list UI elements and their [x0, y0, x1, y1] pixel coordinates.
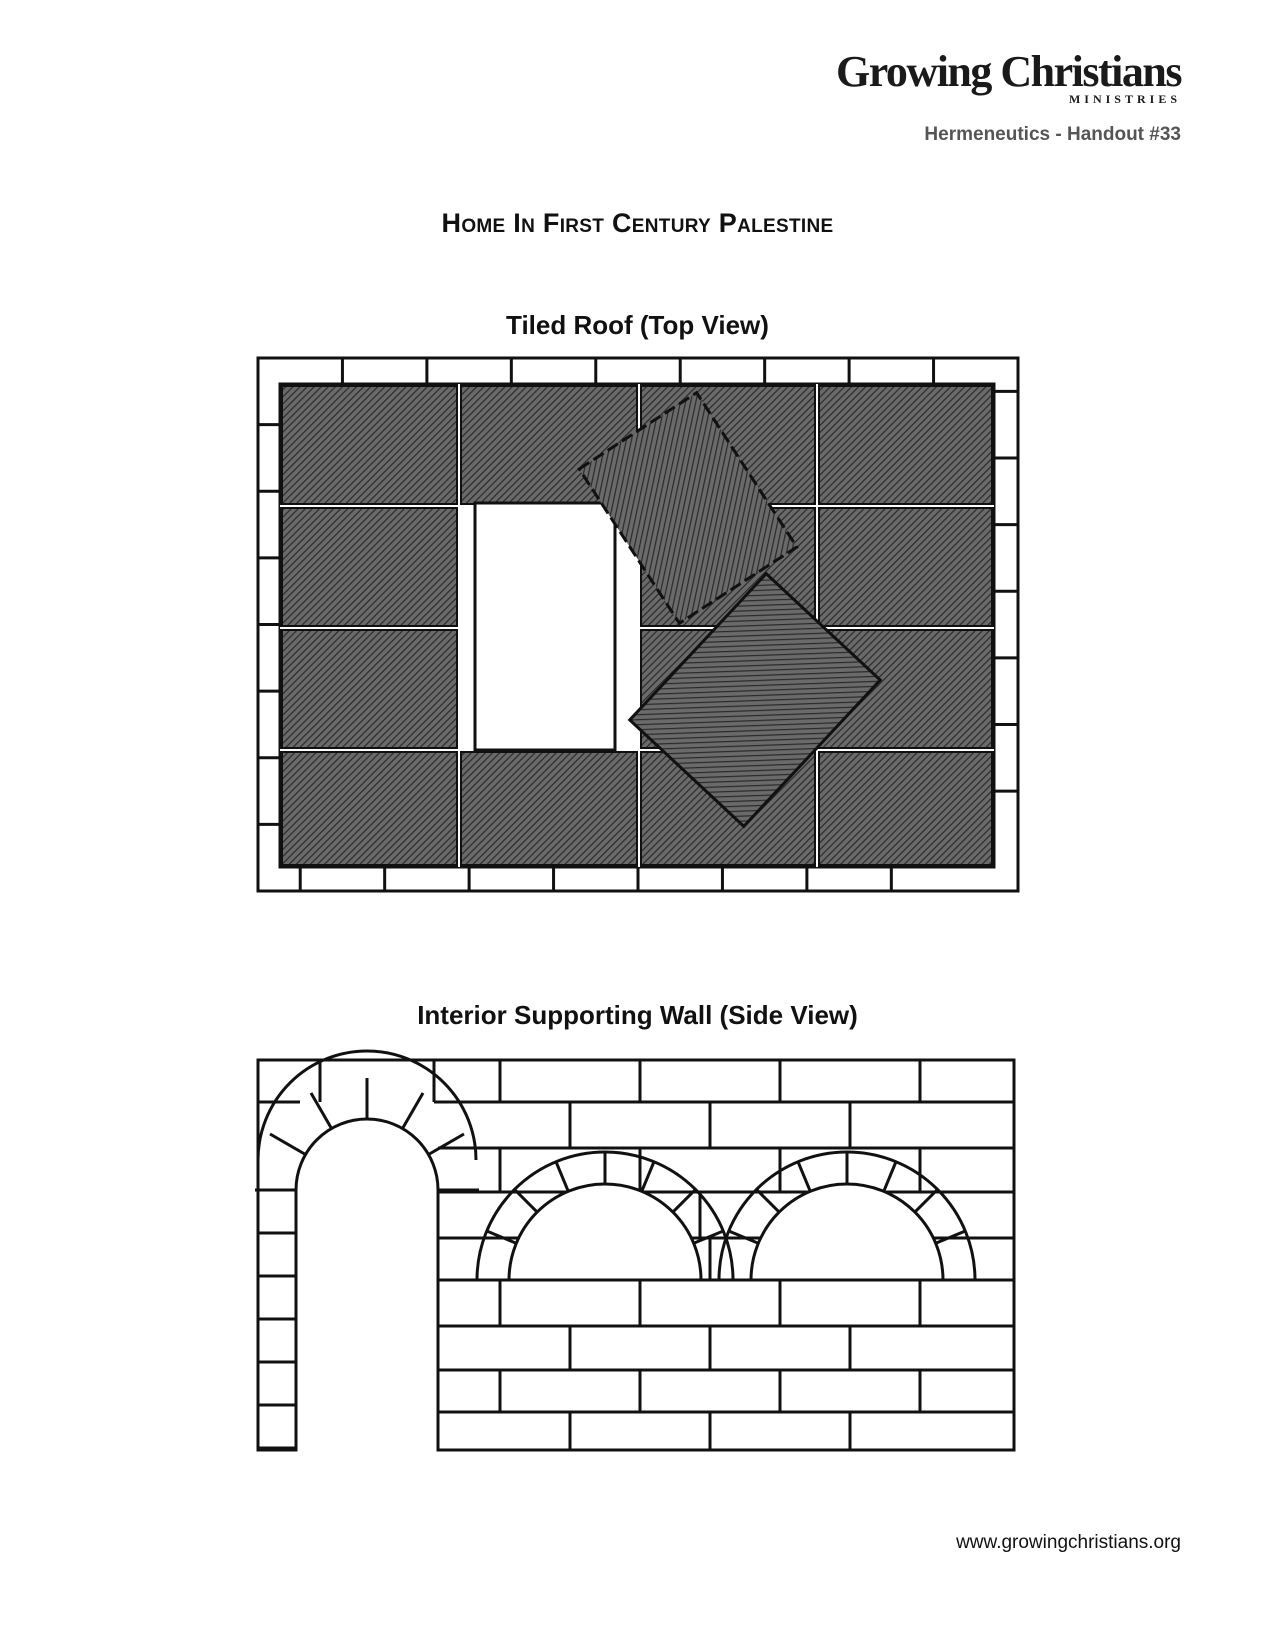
roof-tile: [819, 508, 992, 626]
arch-right-voussoir: [884, 1162, 896, 1192]
wall-title: Interior Supporting Wall (Side View): [417, 1000, 858, 1030]
footer-url: www.growingchristians.org: [956, 1532, 1181, 1553]
roof-tile: [282, 386, 457, 504]
arch-left-opening: [509, 1184, 701, 1280]
arch-left-voussoir: [642, 1162, 654, 1192]
logo-main-text: Growing Christians: [835, 47, 1181, 96]
wall-diagram: [255, 1051, 1014, 1450]
page-title: Home In First Century Palestine: [441, 208, 834, 238]
door-arch-voussoir: [428, 1134, 464, 1155]
roof-tile: [461, 752, 637, 865]
logo-sub-text: MINISTRIES: [1068, 92, 1181, 106]
door-arch-voussoir: [403, 1093, 424, 1129]
door-arch-voussoir: [270, 1134, 306, 1155]
arch-left-voussoir: [556, 1162, 568, 1192]
roof-diagram: [258, 358, 1018, 891]
arch-right-voussoir: [798, 1162, 810, 1192]
roof-title: Tiled Roof (Top View): [506, 310, 769, 340]
roof-tile: [282, 508, 457, 626]
handout-label: Hermeneutics - Handout #33: [924, 124, 1181, 145]
roof-tile: [282, 630, 457, 748]
roof-tile: [819, 752, 992, 865]
roof-tile: [819, 386, 992, 504]
roof-opening: [475, 503, 615, 750]
arch-right-opening: [751, 1184, 943, 1280]
roof-tile: [282, 752, 457, 865]
